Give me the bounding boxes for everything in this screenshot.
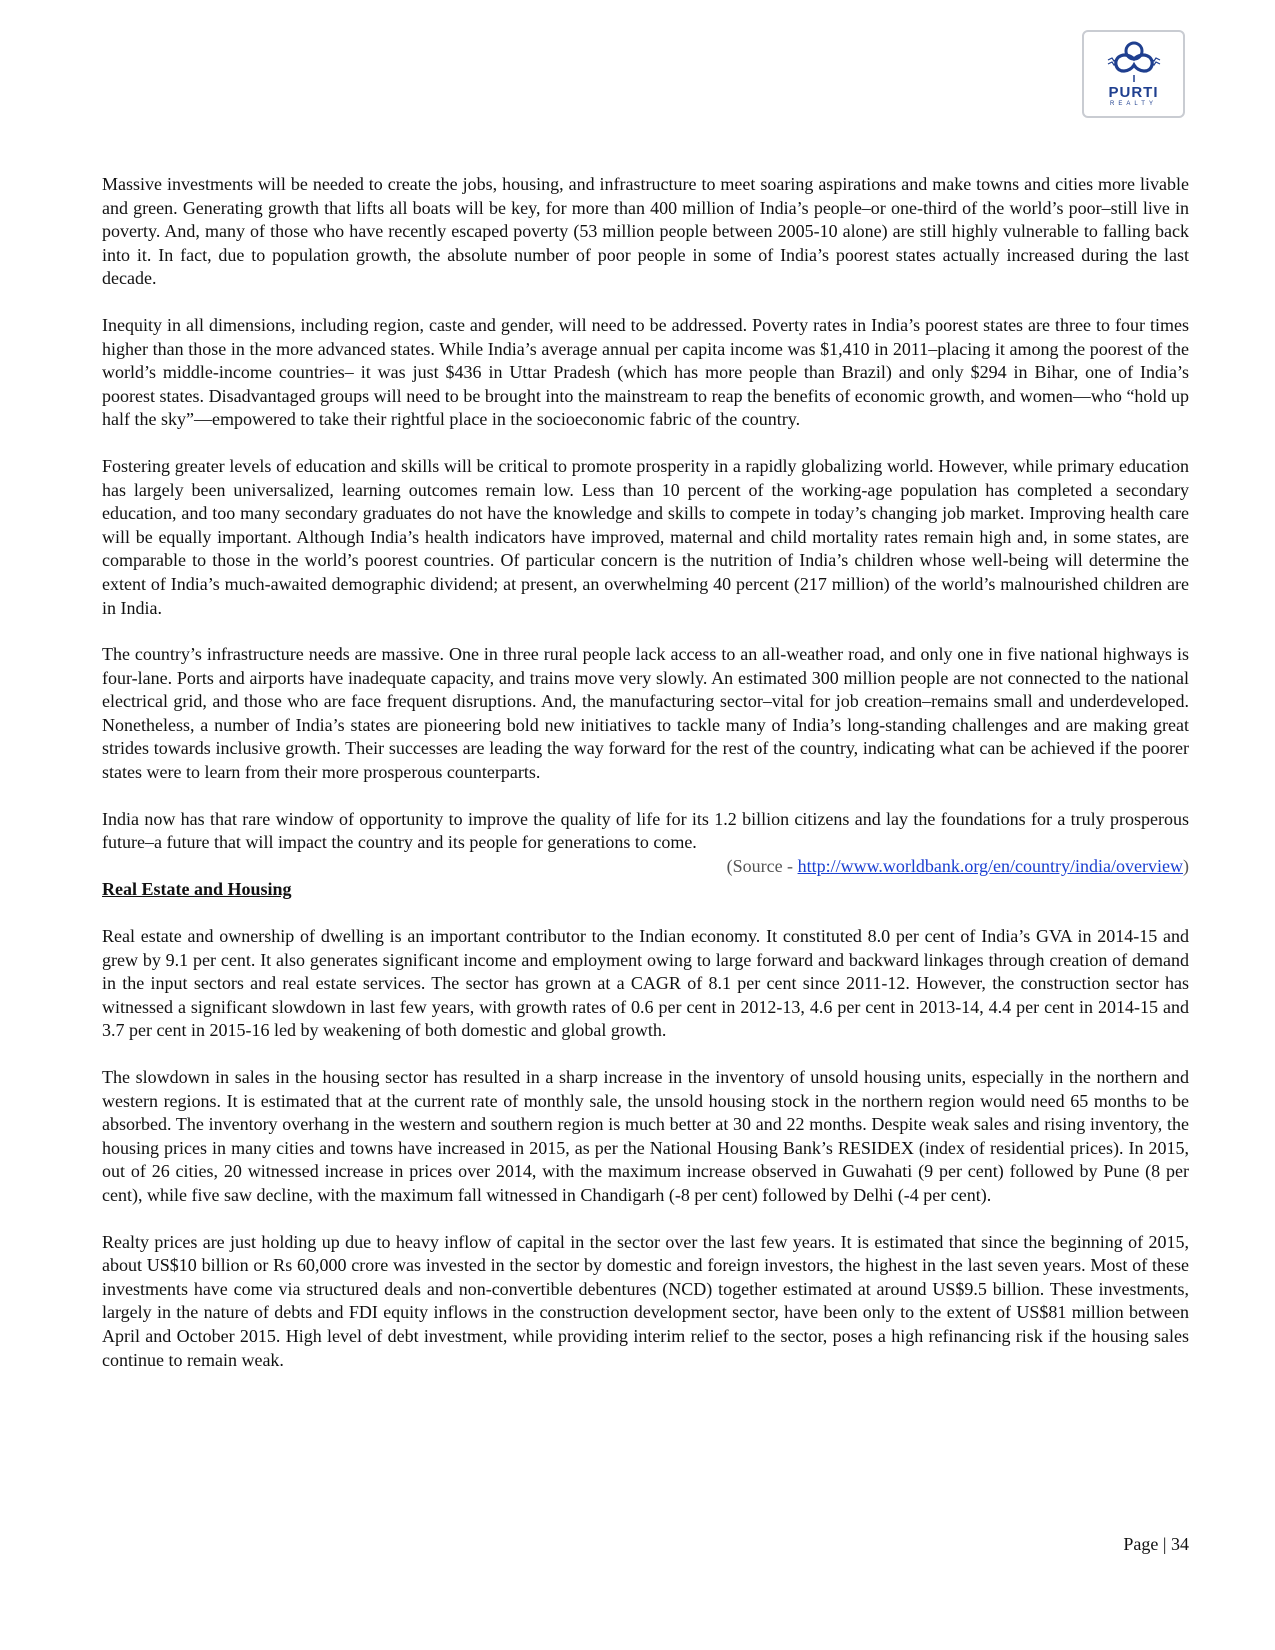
source-citation — [102, 855, 1189, 879]
paragraph-housing-slowdown: The slowdown in sales in the housing sector has resulted in a sharp increase in the inventory of unsold housing units, especially in the northern and western regions. It is estimated that at the current rate of monthly sale, the unsold housing stock in the northern region would need 65 months to be absorbed. The inventory overhang in the western and southern region is much better at 30 and 22 months. Despite weak sales and rising inventory, the housing prices in many cities and towns have increased in 2015, as per the National Housing Bank’s RESIDEX (index of residential prices). In 2015, out of 26 cities, 20 witnessed increase in prices over 2014, with the maximum increase observed in Guwahati (9 per cent) followed by Pune (8 per cent), while five saw decline, with the maximum fall witnessed in Chandigarh (-8 per cent) followed by Delhi (-4 per cent). — [102, 1067, 1189, 1205]
page-body — [102, 173, 1189, 1395]
paragraph-infrastructure: The country’s infrastructure needs are massive. One in three rural people lack access to an all-weather road, and only one in five national highways is four-lane. Ports and airports have inadequate capacity, and trains move very slowly. An estimated 300 million people are not connected to the national electrical grid, and those who are face frequent disruptions. And, the manufacturing sector–vital for job creation–remains small and underdeveloped. Nonetheless, a number of India’s states are pioneering bold new initiatives to tackle many of India’s long-standing challenges and are making great strides towards inclusive growth. Their successes are leading the way forward for the rest of the country, indicating what can be achieved if the poorer states were to learn from their more prosperous counterparts. — [102, 644, 1189, 783]
purti-realty-logo — [1082, 30, 1185, 118]
paragraph-real-estate-gva: Real estate and ownership of dwelling is an important contributor to the Indian economy. It constituted 8.0 per cent of India’s GVA in 2014-15 and grew by 9.1 per cent. It also generates significant income and employment owing to large forward and backward linkages through creation of demand in the input sectors and real estate services. The sector has grown at a CAGR of 8.1 per cent since 2011-12. However, the construction sector has witnessed a significant slowdown in last few years, with growth rates of 0.6 per cent in 2012-13, 4.6 per cent in 2013-14, 4.4 per cent in 2014-15 and 3.7 per cent in 2015-16 led by weakening of both domestic and global growth. — [102, 926, 1189, 1041]
source-suffix: ) — [1183, 855, 1189, 876]
logo-tagline-text: REALTY — [1110, 101, 1157, 107]
source-prefix: (Source - — [726, 855, 798, 876]
page-number: Page | 34 — [1123, 1534, 1189, 1554]
logo-brand-text: PURTI — [1108, 84, 1159, 101]
paragraph-realty-prices: Realty prices are just holding up due to heavy inflow of capital in the sector over the last few years. It is estimated that since the beginning of 2015, about US$10 billion or Rs 60,000 crore was invested in the sector by domestic and foreign investors, the highest in the last seven years. Most of these investments have come via structured deals and non-convertible debentures (NCD) together estimated at around US$9.5 billion. These investments, largely in the nature of debts and FDI equity inflows in the construction development sector, have been only to the extent of US$81 million between April and October 2015. High level of debt investment, while providing interim relief to the sector, poses a high refinancing risk if the housing sales continue to remain weak. — [102, 1231, 1189, 1370]
paragraph-opportunity: India now has that rare window of opportunity to improve the quality of life for its 1.2 billion citizens and lay the foundations for a truly prosperous future–a future that will impact the country and its people for generations to come. — [102, 808, 1189, 853]
purti-logo-icon — [1104, 38, 1164, 84]
paragraph-inequity: Inequity in all dimensions, including region, caste and gender, will need to be addressed. Poverty rates in India’s poorest states are three to four times higher than those in the more advanced states. While India’s average annual per capita income was $1,410 in 2011–placing it among the poorest of the world’s middle-income countries– it was just $436 in Uttar Pradesh (which has more people than Brazil) and only $294 in Bihar, one of India’s poorest states. Disadvantaged groups will need to be brought into the mainstream to reap the benefits of economic growth, and women—who “hold up half the sky”—empowered to take their rightful place in the socioeconomic fabric of the country. — [102, 314, 1189, 430]
paragraph-education: Fostering greater levels of education and skills will be critical to promote prosperity in a rapidly globalizing world. However, while primary education has largely been universalized, learning outcomes remain low. Less than 10 percent of the working-age population has completed a secondary education, and too many secondary graduates do not have the knowledge and skills to compete in today’s changing job market. Improving health care will be equally important. Although India’s health indicators have improved, maternal and child mortality rates remain high and, in some states, are comparable to those in the world’s poorest countries. Of particular concern is the nutrition of India’s children whose well-being will determine the extent of India’s much-awaited demographic dividend; at present, an overwhelming 40 percent (217 million) of the world’s malnourished children are in India. — [102, 455, 1189, 618]
paragraph-investments: Massive investments will be needed to create the jobs, housing, and infrastructure to meet soaring aspirations and make towns and cities more livable and green. Generating growth that lifts all boats will be key, for more than 400 million of India’s people–or one-third of the world’s poor–still live in poverty. And, many of those who have recently escaped poverty (53 million people between 2005-10 alone) are still highly vulnerable to falling back into it. In fact, due to population growth, the absolute number of poor people in some of India’s poorest states actually increased during the last decade. — [102, 174, 1189, 289]
section-heading-real-estate: Real Estate and Housing — [102, 879, 292, 900]
source-link[interactable]: http://www.worldbank.org/en/country/india/overview — [797, 855, 1183, 876]
